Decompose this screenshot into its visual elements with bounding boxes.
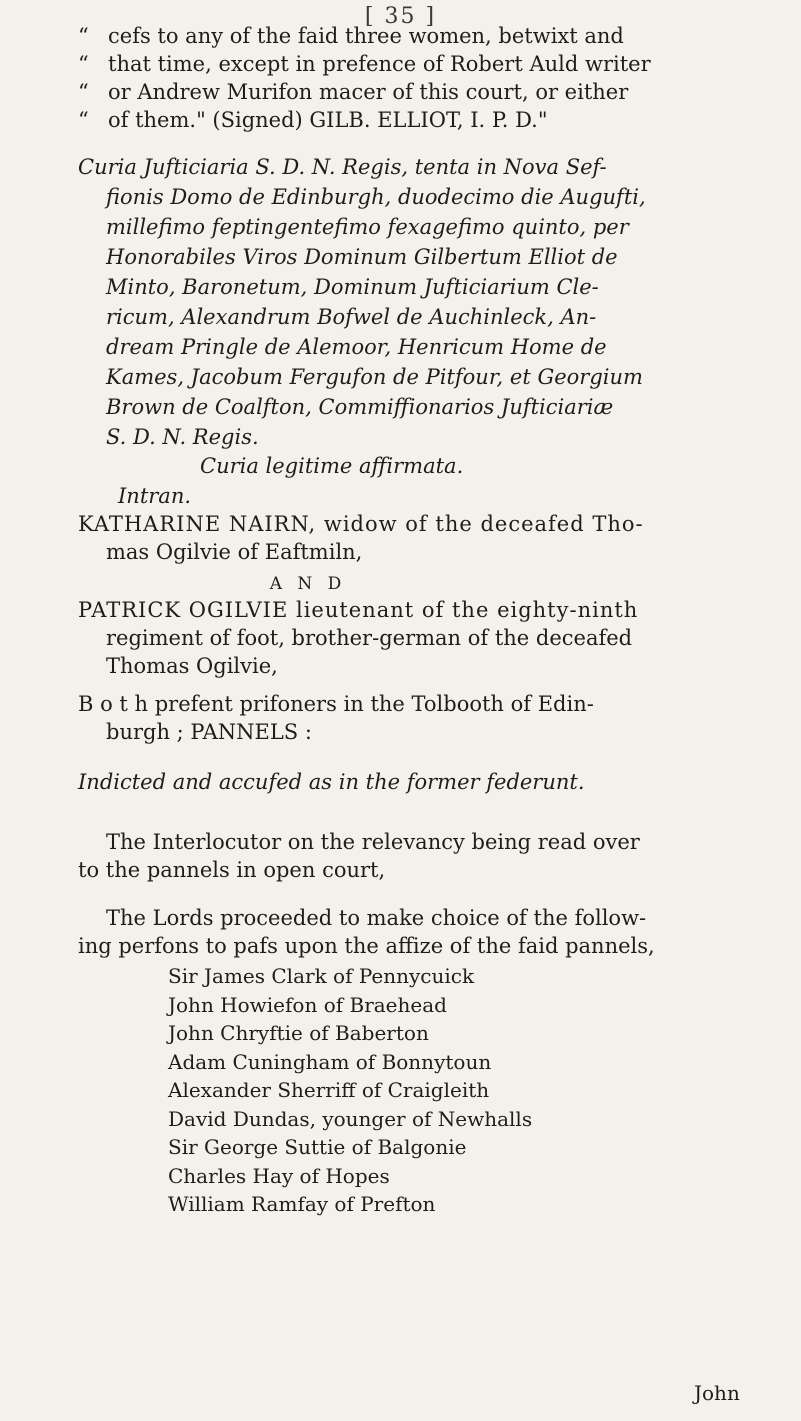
quote-line: of them." (Signed) GILB. ELLIOT, I. P. D." xyxy=(108,108,548,132)
and-divider: A N D xyxy=(269,574,347,594)
juror-name: Charles Hay of Hopes xyxy=(168,1163,390,1188)
curia-line: millefimo feptingentefimo fexagefimo quinto, per xyxy=(106,215,629,239)
pannel-line: mas Ogilvie of Eaftmiln, xyxy=(106,540,363,564)
interlocutor-line: to the pannels in open court, xyxy=(78,858,386,882)
juror-name: William Ramfay of Prefton xyxy=(168,1192,436,1216)
curia-line: Honorabiles Viros Dominum Gilbertum Elliot de xyxy=(106,245,618,269)
catchword: John xyxy=(694,1381,740,1405)
lords-line: ing perfons to pafs upon the affize of the faid pannels, xyxy=(78,934,655,958)
indicted-line: Indicted and accufed as in the former federunt. xyxy=(78,770,585,794)
quote-line: or Andrew Murifon macer of this court, or either xyxy=(108,80,629,104)
curia-line: S. D. N. Regis. xyxy=(106,425,259,449)
juror-name: Sir James Clark of Pennycuick xyxy=(168,964,475,988)
juror-name: John Howiefon of Braehead xyxy=(168,992,447,1017)
curia-paragraph xyxy=(78,152,768,452)
quote-line: that time, except in prefence of Robert Auld writer xyxy=(108,52,651,76)
pannel-patrick xyxy=(78,596,768,680)
curia-line: dream Pringle de Alemoor, Henricum Home de xyxy=(106,335,607,359)
juror-name: Alexander Sherriff of Craigleith xyxy=(168,1078,490,1102)
intran: Intran. xyxy=(118,484,192,508)
quote-mark: “ xyxy=(78,108,89,132)
curia-line: Curia Jufticiaria S. D. N. Regis, tenta in Nova Sef- xyxy=(78,155,607,179)
quote-line: cefs to any of the faid three women, betwixt and xyxy=(108,24,624,48)
quote-mark: “ xyxy=(78,80,89,104)
pannel-line: Thomas Ogilvie, xyxy=(106,654,278,678)
juror-name: David Dundas, younger of Newhalls xyxy=(168,1106,533,1131)
both-line: burgh ; PANNELS : xyxy=(106,720,312,744)
curia-line: fionis Domo de Edinburgh, duodecimo die Augufti, xyxy=(106,185,646,209)
juror-name: Sir George Suttie of Balgonie xyxy=(168,1135,467,1159)
interlocutor-line: The Interlocutor on the relevancy being read over xyxy=(106,830,640,854)
pannel-line: KATHARINE NAIRN, widow of the deceafed Tho- xyxy=(78,512,644,536)
quote-mark: “ xyxy=(78,52,89,76)
curia-line: ricum, Alexandrum Bofwel de Auchinleck, An- xyxy=(106,305,597,329)
pannel-line: PATRICK OGILVIE lieutenant of the eighty-ninth xyxy=(78,598,639,622)
curia-affirmata: Curia legitime affirmata. xyxy=(200,454,464,478)
both-prisoners xyxy=(78,690,768,746)
pannel-katharine xyxy=(78,510,768,566)
page-number: [ 35 ] xyxy=(364,4,437,29)
quote-mark: “ xyxy=(78,24,89,48)
lords-line: The Lords proceeded to make choice of the follow- xyxy=(106,906,647,930)
curia-line: Brown de Coalfton, Commiffionarios Jufticiariæ xyxy=(106,395,614,419)
juror-name: Adam Cuningham of Bonnytoun xyxy=(168,1049,492,1074)
juror-name: John Chryftie of Baberton xyxy=(168,1021,429,1045)
curia-line: Minto, Baronetum, Dominum Jufticiarium Cle- xyxy=(106,275,599,299)
juror-list xyxy=(168,962,728,1219)
curia-line: Kames, Jacobum Fergufon de Pitfour, et Georgium xyxy=(106,365,643,389)
both-line: B o t h prefent prifoners in the Tolbooth of Edin- xyxy=(78,692,594,716)
interlocutor-paragraph xyxy=(78,828,768,884)
opening-quote xyxy=(78,22,768,134)
lords-paragraph xyxy=(78,904,768,960)
pannel-line: regiment of foot, brother-german of the deceafed xyxy=(106,626,633,650)
